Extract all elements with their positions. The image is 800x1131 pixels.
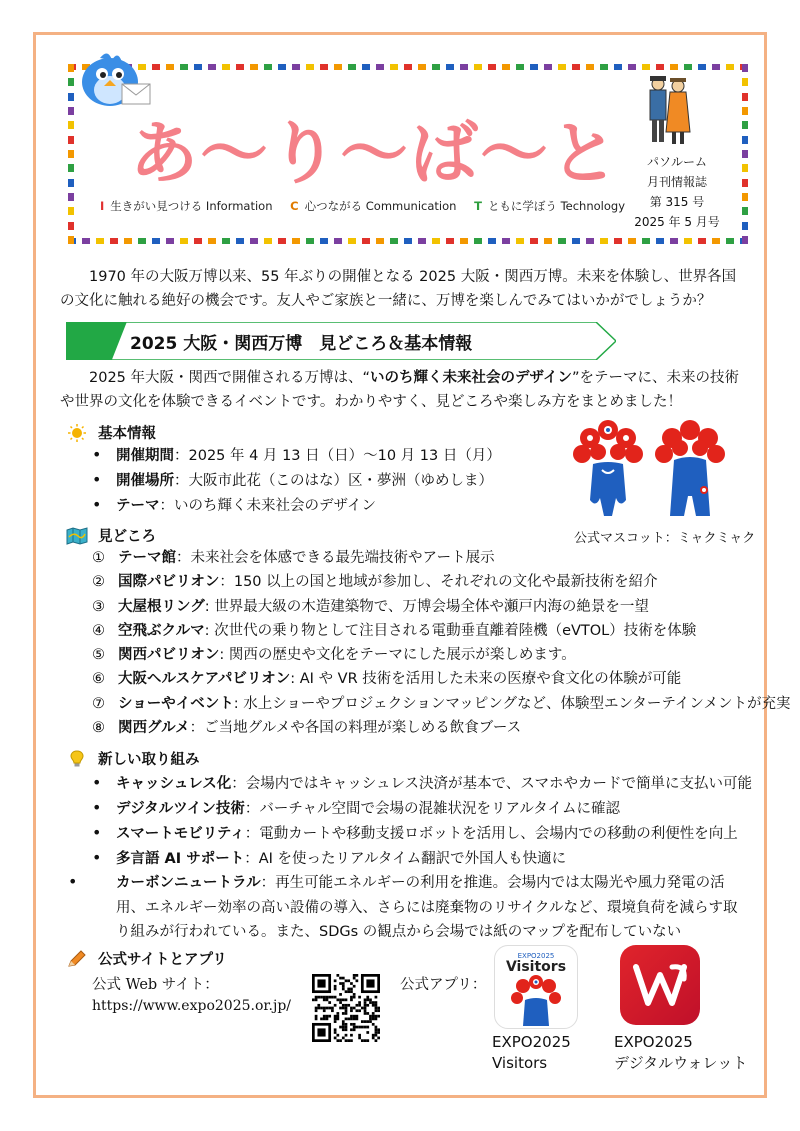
border-dot <box>530 238 538 244</box>
list-item: ④ 空飛ぶクルマ: 次世代の乗り物として注目される電動垂直離着陸機（eVTOL）技術を体験 <box>92 622 697 639</box>
border-dot <box>68 222 74 230</box>
newsletter-title: あ～り～ば～と <box>130 115 621 194</box>
border-dot <box>516 64 524 70</box>
border-dot <box>742 179 748 187</box>
border-dot <box>684 238 692 244</box>
border-dot <box>166 238 174 244</box>
border-dot <box>404 238 412 244</box>
border-dot <box>460 64 468 70</box>
border-dot <box>742 150 748 158</box>
border-dot <box>586 64 594 70</box>
list-item: • 多言語 AI サポート：AI を使ったリアルタイム翻訳で外国人も快適に <box>92 845 742 870</box>
border-dot <box>670 238 678 244</box>
border-dot <box>544 64 552 70</box>
border-dot <box>236 64 244 70</box>
border-dot <box>82 238 90 244</box>
border-dot <box>530 64 538 70</box>
border-dot <box>712 238 720 244</box>
border-dot <box>742 78 748 86</box>
border-dot <box>572 64 580 70</box>
border-dot <box>572 238 580 244</box>
website-url[interactable]: https://www.expo2025.or.jp/ <box>92 998 292 1014</box>
border-dot <box>264 64 272 70</box>
highlights-heading: 見どころ <box>66 525 156 546</box>
border-dot <box>502 238 510 244</box>
border-dot <box>418 64 426 70</box>
border-dot <box>642 238 650 244</box>
border-dot <box>306 64 314 70</box>
list-item: • デジタルツイン技術：バーチャル空間で会場の混雑状況をリアルタイムに確認 <box>92 795 742 820</box>
border-dot <box>698 64 706 70</box>
list-item: • テーマ：いのち輝く未来社会のデザイン <box>92 492 501 517</box>
mascot-myakumyaku-image <box>568 420 728 525</box>
border-dot <box>348 64 356 70</box>
border-dot <box>68 150 74 158</box>
border-dot <box>404 64 412 70</box>
basic-info-list <box>92 442 501 517</box>
border-dot <box>558 238 566 244</box>
border-dot <box>656 238 664 244</box>
border-dot <box>362 64 370 70</box>
border-dot <box>516 238 524 244</box>
border-dot <box>152 238 160 244</box>
border-dot <box>138 238 146 244</box>
border-dot <box>488 64 496 70</box>
border-dot <box>656 64 664 70</box>
border-dot <box>742 222 748 230</box>
couple-illustration-icon <box>640 72 696 148</box>
publisher-name: パソルーム <box>646 155 707 169</box>
border-dot <box>110 238 118 244</box>
border-dot <box>250 238 258 244</box>
border-dot <box>742 107 748 115</box>
app-label: 公式アプリ： <box>400 977 487 993</box>
border-dot <box>614 64 622 70</box>
border-dot <box>614 238 622 244</box>
border-dot <box>68 164 74 172</box>
border-dot <box>742 136 748 144</box>
border-dot <box>68 179 74 187</box>
border-dot <box>236 238 244 244</box>
list-item: ⑦ ショーやイベント: 水上ショーやプロジェクションマッピングなど、体験型エンターテインメントが充実 <box>92 695 791 712</box>
wallet-logo-icon <box>620 945 700 1025</box>
publication-type: 月刊情報誌 <box>646 175 707 189</box>
border-dot <box>460 238 468 244</box>
border-dot <box>684 64 692 70</box>
border-dot <box>502 64 510 70</box>
list-item: • 開催場所：大阪市此花（このはな）区・夢洲（ゆめしま） <box>92 467 501 492</box>
list-item: • 開催期間：2025 年 4 月 13 日（日）～10 月 13 日（月） <box>92 442 501 467</box>
border-dot <box>742 93 748 101</box>
border-dot <box>642 64 650 70</box>
border-dot <box>320 238 328 244</box>
border-dot <box>726 64 734 70</box>
border-dot <box>124 238 132 244</box>
border-dot <box>544 238 552 244</box>
dot-border-right <box>742 64 748 244</box>
border-dot <box>208 238 216 244</box>
border-dot <box>390 238 398 244</box>
border-dot <box>320 64 328 70</box>
border-dot <box>446 64 454 70</box>
highlights-list <box>92 546 790 740</box>
lead-paragraph: 2025 年大阪・関西で開催される万博は、“いのち輝く未来社会のデザイン”をテーマに、未来の技術や世界の文化を体験できるイベントです。わかりやすく、見どころや楽しみ方をまとめました！ <box>60 370 740 410</box>
list-item: ① テーマ館：未来社会を体感できる最先端技術やアート展示 <box>92 550 495 566</box>
border-dot <box>600 238 608 244</box>
list-item: ⑤ 関西パビリオン: 関西の歴史や文化をテーマにした展示が楽しめます。 <box>92 647 576 664</box>
issue-number: 第 315 号 <box>649 195 705 209</box>
border-dot <box>742 64 748 72</box>
border-dot <box>68 121 74 129</box>
border-dot <box>180 238 188 244</box>
border-dot <box>558 64 566 70</box>
visitors-app-icon[interactable]: EXPO2025 Visitors <box>494 945 578 1029</box>
border-dot <box>68 136 74 144</box>
border-dot <box>166 64 174 70</box>
border-dot <box>334 238 342 244</box>
border-dot <box>726 238 734 244</box>
list-item: ② 国際パビリオン：150 以上の国と地域が参加し、それぞれの文化や最新技術を紹介 <box>92 574 658 591</box>
initiatives-list <box>92 770 752 945</box>
border-dot <box>180 64 188 70</box>
border-dot <box>432 238 440 244</box>
list-item: ⑥ 大阪ヘルスケアパビリオン: AI や VR 技術を活用した未来の医療や食文化の体験が可能 <box>92 671 682 688</box>
border-dot <box>742 121 748 129</box>
newsletter-subtitle: I 生きがい見つける Information C 心つながる Communication T ともに学ぼう Technology <box>100 199 626 213</box>
map-icon <box>66 527 88 545</box>
list-item: • カーボンニュートラル：再生可能エネルギーの利用を推進。会場内では太陽光や風力発電の活用、エネルギー効率の高い設備の導入、さらには廃棄物のリサイクルなど、環境負荷を減らす取り組みが行われている。また、SDGs の観点から会場では紙のマップを配布していない <box>92 870 742 945</box>
mascot-caption: 公式マスコット：ミャクミャク <box>574 531 756 546</box>
border-dot <box>698 238 706 244</box>
border-dot <box>418 238 426 244</box>
border-dot <box>742 236 748 244</box>
list-item: • キャッシュレス化：会場内ではキャッシュレス決済が基本で、スマホやカードで簡単に支払い可能 <box>92 770 742 795</box>
lightbulb-icon <box>66 750 88 768</box>
border-dot <box>446 238 454 244</box>
border-dot <box>306 238 314 244</box>
border-dot <box>712 64 720 70</box>
border-dot <box>292 64 300 70</box>
border-dot <box>376 64 384 70</box>
border-dot <box>334 64 342 70</box>
border-dot <box>488 238 496 244</box>
official-heading: 公式サイトとアプリ <box>66 948 227 969</box>
border-dot <box>264 238 272 244</box>
border-dot <box>390 64 398 70</box>
border-dot <box>742 164 748 172</box>
dot-border-bottom <box>68 238 748 244</box>
border-dot <box>96 238 104 244</box>
dot-border-top <box>68 64 748 70</box>
digital-wallet-app-icon[interactable] <box>620 945 700 1025</box>
issue-date: 2025 年 5 月号 <box>634 215 720 229</box>
banner-title: 2025 大阪・関西万博 見どころ＆基本情報 <box>130 334 473 354</box>
pencil-icon <box>66 950 88 968</box>
border-dot <box>194 238 202 244</box>
mascot-icon <box>495 974 577 1026</box>
border-dot <box>68 236 74 244</box>
border-dot <box>68 207 74 215</box>
border-dot <box>250 64 258 70</box>
border-dot <box>362 238 370 244</box>
border-dot <box>742 193 748 201</box>
border-dot <box>376 238 384 244</box>
border-dot <box>348 238 356 244</box>
border-dot <box>628 238 636 244</box>
basic-info-heading: 基本情報 <box>66 422 156 443</box>
list-item: • スマートモビリティ：電動カートや移動支援ロボットを活用し、会場内での移動の利便性を向上 <box>92 820 742 845</box>
qr-code-image[interactable] <box>312 974 380 1042</box>
list-item: ⑧ 関西グルメ：ご当地グルメや各国の料理が楽しめる飲食ブース <box>92 720 522 737</box>
border-dot <box>222 64 230 70</box>
website-label: 公式 Web サイト： <box>92 977 219 993</box>
sun-icon <box>66 424 88 442</box>
border-dot <box>474 238 482 244</box>
border-dot <box>474 64 482 70</box>
border-dot <box>278 64 286 70</box>
border-dot <box>278 238 286 244</box>
border-dot <box>68 193 74 201</box>
list-item: ③ 大屋根リング: 世界最大級の木造建築物で、万博会場全体や瀬戸内海の絶景を一望 <box>92 598 649 615</box>
border-dot <box>432 64 440 70</box>
intro-paragraph: 1970 年の大阪万博以来、55 年ぶりの開催となる 2025 大阪・関西万博。未来を体験し、世界各国の文化に触れる絶好の機会です。友人やご家族と一緒に、万博を楽しんでみてはいかがでしょうか？ <box>60 269 737 309</box>
publication-info <box>622 152 732 232</box>
border-dot <box>292 238 300 244</box>
border-dot <box>222 238 230 244</box>
border-dot <box>586 238 594 244</box>
wallet-app-name: EXPO2025 デジタルウォレット <box>614 1033 748 1072</box>
initiatives-heading: 新しい取り組み <box>66 748 200 769</box>
border-dot <box>208 64 216 70</box>
visitors-app-name: EXPO2025 Visitors <box>492 1033 571 1072</box>
border-dot <box>670 64 678 70</box>
border-dot <box>628 64 636 70</box>
border-dot <box>194 64 202 70</box>
border-dot <box>742 207 748 215</box>
border-dot <box>600 64 608 70</box>
